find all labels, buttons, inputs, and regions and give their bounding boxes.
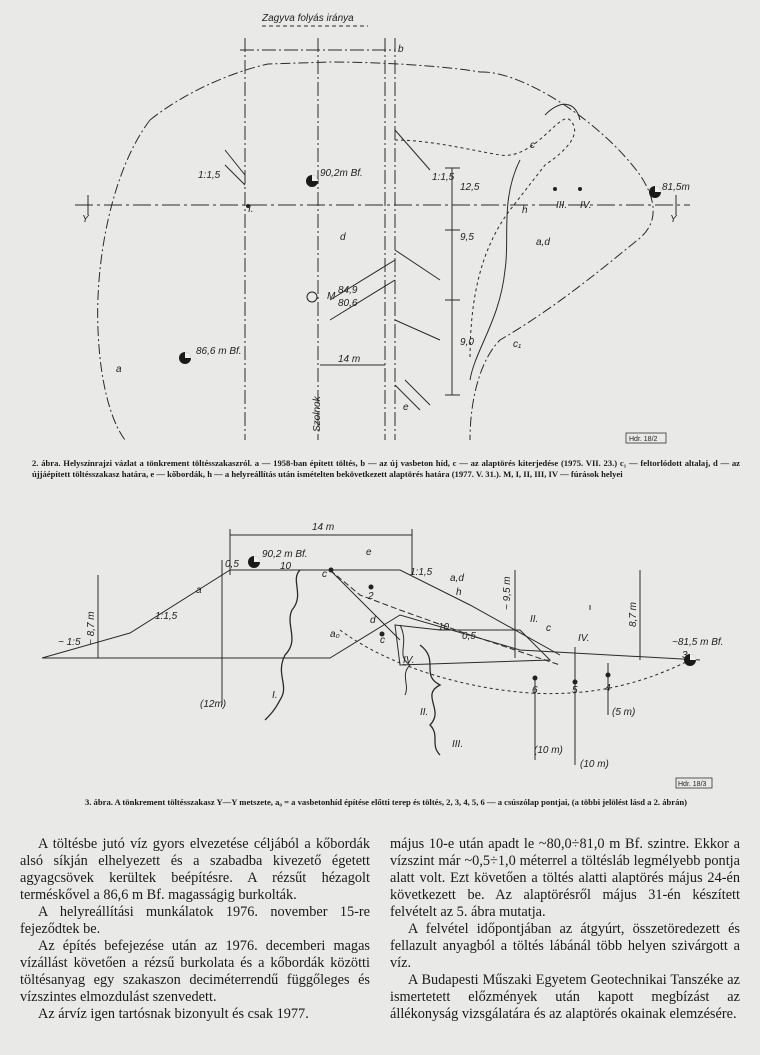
fig3-d5: (5 m) [612, 707, 636, 718]
fig3-d: d [370, 615, 376, 626]
fig2-dim-mid: 9,5 [460, 232, 474, 243]
fig3-slope-right: 1:1,5 [410, 567, 433, 578]
fig2-point-81: 81,5m [662, 182, 690, 193]
fig2-label-b: b [398, 44, 404, 55]
left-paragraph: A helyreállítási munkálatok 1976. november 15-re fejeződtek be. [20, 904, 370, 937]
fig3-c-top: c [322, 569, 327, 580]
body-left-column [20, 836, 370, 1023]
fig3-h87: ~ 8,7 m [86, 611, 97, 645]
fig3-n4: 4 [605, 683, 611, 694]
fig2-borehole-I: I. [248, 204, 254, 215]
fig3-w05a: 0,5 [225, 559, 239, 570]
fig3-bh-I: I. [272, 690, 278, 701]
fig2-szolnok: Szolnok [312, 396, 323, 432]
fig3-w10b: 10 [438, 622, 450, 633]
fig2-point-86: 86,6 m Bf. [196, 346, 242, 357]
fig3-crest: 90,2 m Bf. [262, 549, 308, 560]
fig3-stamp: Hdr. 18/3 [678, 781, 707, 788]
fig2-m-value1: 84,9 [338, 285, 358, 296]
left-paragraph: Az árvíz igen tartósnak bizonyult és csak 1977. [38, 1006, 309, 1022]
fig3-III: III. [452, 739, 464, 750]
fig3-n3: 3 [682, 650, 688, 661]
fig3-IV: IV. [403, 655, 415, 666]
fig2-letter-c1: c₁ [513, 339, 522, 350]
fig2-dim-top: 12,5 [460, 182, 480, 193]
left-paragraph: Az építés befejezése után az 1976. decemberi magas vízállást követően a rézsű burkolata és a kőbordák közötti töltésanyag egy szakaszon deciméterrendű függőleges és vízszintes elmozdulást szenvedett. [20, 938, 370, 1005]
fig3-c-low: c [380, 635, 385, 646]
fig3-w10a: 10 [280, 561, 292, 572]
fig2-m-value2: 80,6 [338, 298, 358, 309]
figure-2-site-plan [0, 0, 760, 455]
left-paragraph: A töltésbe jutó víz gyors elvezetése céljából a kőbordák alsó síkján elhelyezett és a szabadba kivezető égetett agyagcsövek kerültek beépítésre. A rézsűt hézagolt terméskővel a 86,6 m Bf. magasságig burkolták. [20, 836, 370, 903]
fig3-depth12: (12m) [200, 699, 227, 710]
fig2-letter-e: e [403, 402, 409, 413]
fig3-n2: 2 [368, 591, 374, 602]
fig2-borehole-II: 90,2m Bf. [320, 168, 363, 179]
fig3-II2: II. [420, 707, 429, 718]
fig2-flow-label: Zagyva folyás iránya [262, 13, 354, 24]
fig3-a-slope: a [196, 585, 202, 596]
fig2-letter-a: a [116, 364, 122, 375]
fig2-borehole-M: M [327, 291, 336, 302]
right-paragraph: A felvétel időpontjában az átgyúrt, összetöredezett és fellazult anyagból a töltés lábánál több helyen szivárgott a víz. [390, 921, 740, 971]
fig2-letter-c: c [530, 140, 535, 151]
fig2-slope-mid: 1:1,5 [432, 172, 455, 183]
fig3-n5: 5 [572, 685, 578, 696]
fig2-dim-bot: 9,0 [460, 337, 474, 348]
figure-2-caption: 2. ábra. Helyszínrajzi vázlat a tönkrement töltésszakaszról. a — 1958-ban épített töltés, b — az új vasbeton híd, c — az alaptörés kiterjedése (1975. VII. 23.) c₁ — feltorlódott altalaj, d — az újjáépített töltésszakasz határa, e — kőbordák, h — a helyreállítás után ismételten bekövetkezett alaptörés határa (1977. V. 31.). M, I, II, III, IV — fúrások helyei [32, 458, 740, 479]
fig3-h87r: 8,7 m [628, 601, 639, 627]
fig3-pt815: ~81,5 m Bf. [672, 637, 724, 648]
fig2-stamp: Hdr. 18/2 [629, 436, 658, 443]
fig3-d10a: (10 m) [534, 745, 563, 756]
figure-3-caption: 3. ábra. A tönkrement töltésszakasz Y—Y metszete, a₀ = a vasbetonhíd építése előtti terep és töltés, 2, 3, 4, 5, 6 — a csúszólap pontjai, (a többi jelölést lásd a 2. ábrán) [84, 797, 688, 807]
fig2-slope-left: 1:1,5 [198, 170, 221, 181]
fig3-ad: a,d [450, 573, 464, 584]
fig3-width-14: 14 m [312, 522, 335, 533]
fig2-letter-ad: a,d [536, 237, 550, 248]
fig2-borehole-III: III. [556, 200, 568, 211]
right-paragraph: A Budapesti Műszaki Egyetem Geotechnikai Tanszéke az ismertetett előzmények után kapott megbízást az állékonyság vizsgálatára és az alaptörés okainak elemzésére. [390, 972, 740, 1022]
fig3-c-right: c [546, 623, 551, 634]
fig3-n6: 6 [532, 685, 538, 696]
fig2-letter-h: h [522, 205, 528, 216]
fig3-ratio-far: ~ 1:5 [58, 637, 81, 648]
fig3-IV2: IV. [578, 633, 590, 644]
fig2-y-left: Y [82, 214, 89, 225]
figure-3-cross-section [0, 515, 760, 795]
fig3-II: II. [530, 614, 539, 625]
fig2-y-right: Y [670, 214, 677, 225]
fig3-h95: ~ 9,5 m [502, 576, 513, 610]
fig3-d10b: (10 m) [580, 759, 609, 770]
fig2-borehole-IV: IV. [580, 200, 592, 211]
fig2-width-14: 14 m [338, 354, 361, 365]
fig3-h: h [456, 587, 462, 598]
fig3-a0: a₀ [330, 629, 340, 640]
fig3-e: e [366, 547, 372, 558]
fig3-ratio-left: 1:1,5 [155, 611, 178, 622]
fig2-letter-d: d [340, 232, 346, 243]
right-paragraph: május 10-e után apadt le ~80,0÷81,0 m Bf. szintre. Ekkor a vízszint már ~0,5÷1,0 méterrel a töltésláb legmélyebb pontja alatt volt. Ezt követően a töltés alatti alaptörés május 24-én következett be. Az alaptörésről május 31-én készített felvételt az 5. ábra mutatja. [390, 836, 740, 920]
body-right-column [390, 836, 740, 1023]
fig3-w05b: 0,5 [462, 631, 476, 642]
